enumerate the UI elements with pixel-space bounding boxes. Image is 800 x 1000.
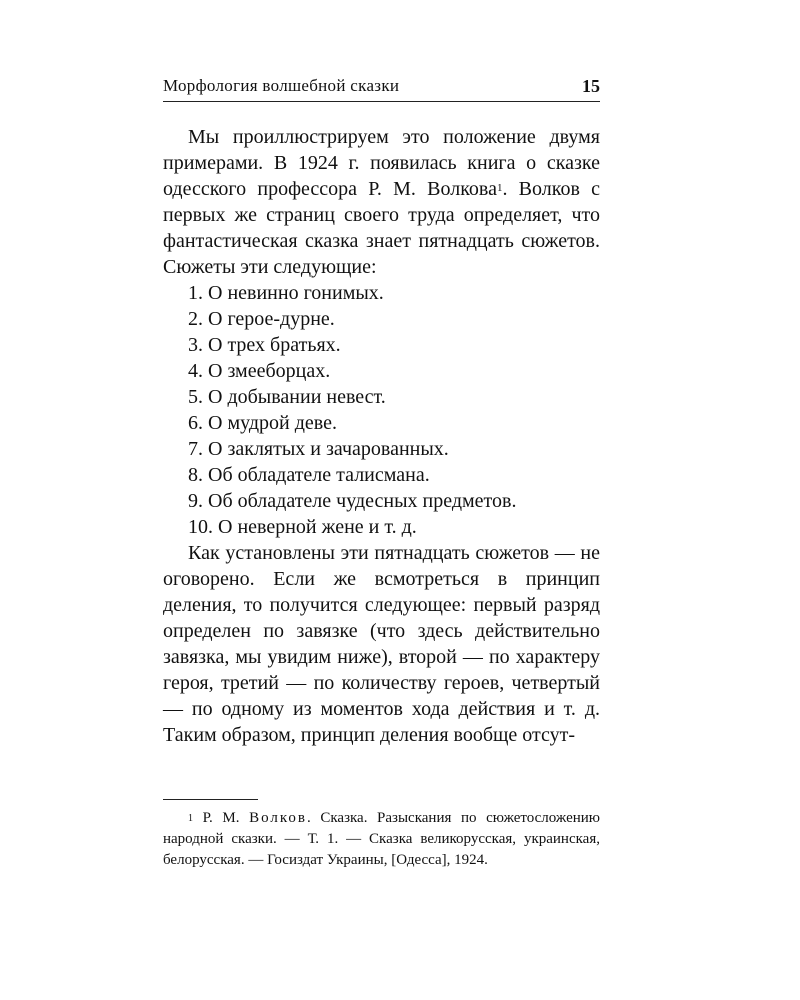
- list-item: 4. О змееборцах.: [188, 360, 331, 382]
- list-item: 7. О заклятых и зачарованных.: [188, 438, 449, 460]
- list-item: 8. Об обладателе талисмана.: [188, 464, 430, 486]
- list-item: 10. О неверной жене и т. д.: [188, 516, 417, 538]
- footnote-text: . Сказка. Разыскания по сюжетосложению народной сказки. — Т. 1. — Сказка великорусская, украинская, белорусская. — Госиздат Украины, [Одесса], 1924.: [163, 810, 600, 868]
- running-title: Морфология волшебной сказки: [163, 76, 400, 95]
- list-item: 5. О добывании невест.: [188, 386, 386, 408]
- footnote-divider: [163, 799, 258, 800]
- plot-list: [163, 280, 600, 540]
- list-item: 9. Об обладателе чудесных предметов.: [188, 490, 517, 512]
- paragraph-analysis: Как установлены эти пятнадцать сюжетов — не оговорено. Если же всмотреться в принцип деления, то получится следующее: первый разряд определен по завязке (что здесь действительно завязка, мы увидим ниже), второй — по характеру героя, третий — по количеству героев, четвертый — по одному из моментов хода действия и т. д. Таким образом, принцип деления вообще отсут-: [163, 542, 600, 746]
- list-item: 6. О мудрой деве.: [188, 412, 337, 434]
- running-header: [163, 75, 600, 102]
- list-item: 1. О невинно гонимых.: [188, 282, 384, 304]
- paragraph-intro: [163, 124, 600, 280]
- footnote-mark: 1: [188, 813, 193, 824]
- main-text: [163, 124, 600, 748]
- footnote-initials: Р. М.: [202, 810, 240, 826]
- footnote-author: Волков: [249, 810, 307, 826]
- list-item: 2. О герое-дурне.: [188, 308, 335, 330]
- footnote: [163, 808, 600, 871]
- paragraph-intro-text-after: . Волков с первых же страниц своего труда определяет, что фантастическая сказка знает пятнадцать сюжетов. Сюжеты эти следующие:: [163, 178, 600, 278]
- list-item: 3. О трех братьях.: [188, 334, 341, 356]
- paragraph-intro-text: Мы проиллюстрируем это положение двумя примерами. В 1924 г. появилась книга о сказке одесского профессора Р. М. Волкова: [163, 126, 600, 200]
- footnote-reference[interactable]: 1: [496, 182, 503, 194]
- page-number: 15: [582, 76, 600, 96]
